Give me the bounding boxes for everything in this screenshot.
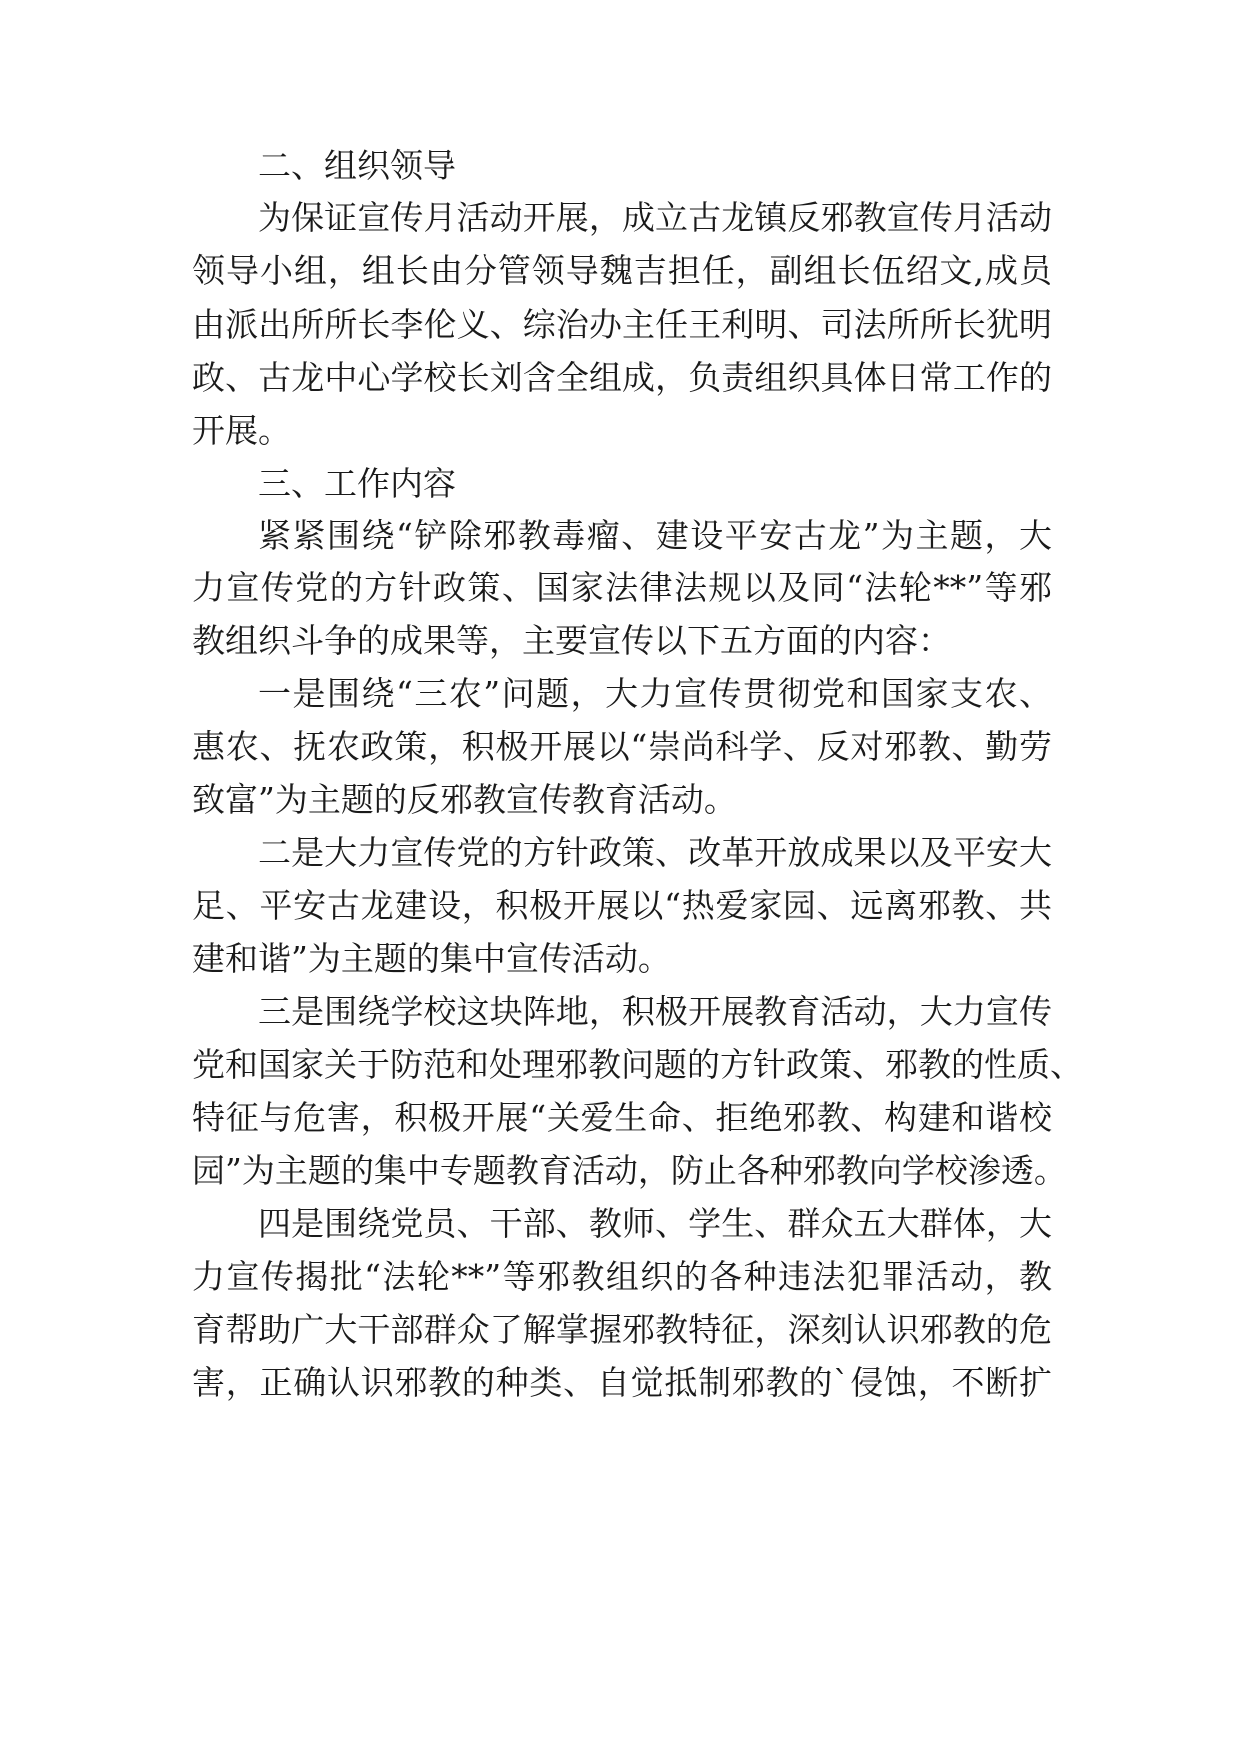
paragraph-line: 育帮助广大干部群众了解掌握邪教特征，深刻认识邪教的危	[192, 1310, 1052, 1349]
paragraph-line: 领导小组，组长由分管领导魏吉担任，副组长伍绍文,成员	[192, 251, 1052, 290]
paragraph-line: 开展。	[192, 411, 291, 450]
paragraph-line: 一是围绕“三农”问题，大力宣传贯彻党和国家支农、	[258, 674, 1052, 713]
paragraph-line: 二是大力宣传党的方针政策、改革开放成果以及平安大	[258, 833, 1052, 872]
paragraph-line: 政、古龙中心学校长刘含全组成，负责组织具体日常工作的	[192, 358, 1052, 397]
paragraph-line: 致富”为主题的反邪教宣传教育活动。	[192, 780, 737, 819]
paragraph-line: 害，正确认识邪教的种类、自觉抵制邪教的`侵蚀，不断扩	[192, 1363, 1052, 1402]
paragraph-line: 力宣传揭批“法轮**”等邪教组织的各种违法犯罪活动，教	[192, 1257, 1052, 1296]
section-heading: 三、工作内容	[258, 464, 456, 503]
paragraph-line: 建和谐”为主题的集中宣传活动。	[192, 939, 671, 978]
paragraph-line: 为保证宣传月活动开展，成立古龙镇反邪教宣传月活动	[258, 198, 1052, 237]
paragraph-line: 特征与危害，积极开展“关爱生命、拒绝邪教、构建和谐校	[192, 1098, 1052, 1137]
paragraph-line: 四是围绕党员、干部、教师、学生、群众五大群体，大	[258, 1204, 1052, 1243]
paragraph-line: 惠农、抚农政策，积极开展以“崇尚科学、反对邪教、勤劳	[192, 727, 1052, 766]
section-heading: 二、组织领导	[258, 146, 456, 185]
paragraph-line: 紧紧围绕“铲除邪教毒瘤、建设平安古龙”为主题，大	[258, 516, 1052, 555]
paragraph-line: 足、平安古龙建设，积极开展以“热爱家园、远离邪教、共	[192, 886, 1052, 925]
paragraph-line: 力宣传党的方针政策、国家法律法规以及同“法轮**”等邪	[192, 568, 1052, 607]
paragraph-line: 教组织斗争的成果等，主要宣传以下五方面的内容：	[192, 621, 951, 660]
paragraph-line: 党和国家关于防范和处理邪教问题的方针政策、邪教的性质、	[192, 1045, 1083, 1084]
paragraph-line: 三是围绕学校这块阵地，积极开展教育活动，大力宣传	[258, 992, 1052, 1031]
paragraph-line: 园”为主题的集中专题教育活动，防止各种邪教向学校渗透。	[192, 1151, 1067, 1190]
paragraph-line: 由派出所所长李伦义、综治办主任王利明、司法所所长犹明	[192, 305, 1052, 344]
